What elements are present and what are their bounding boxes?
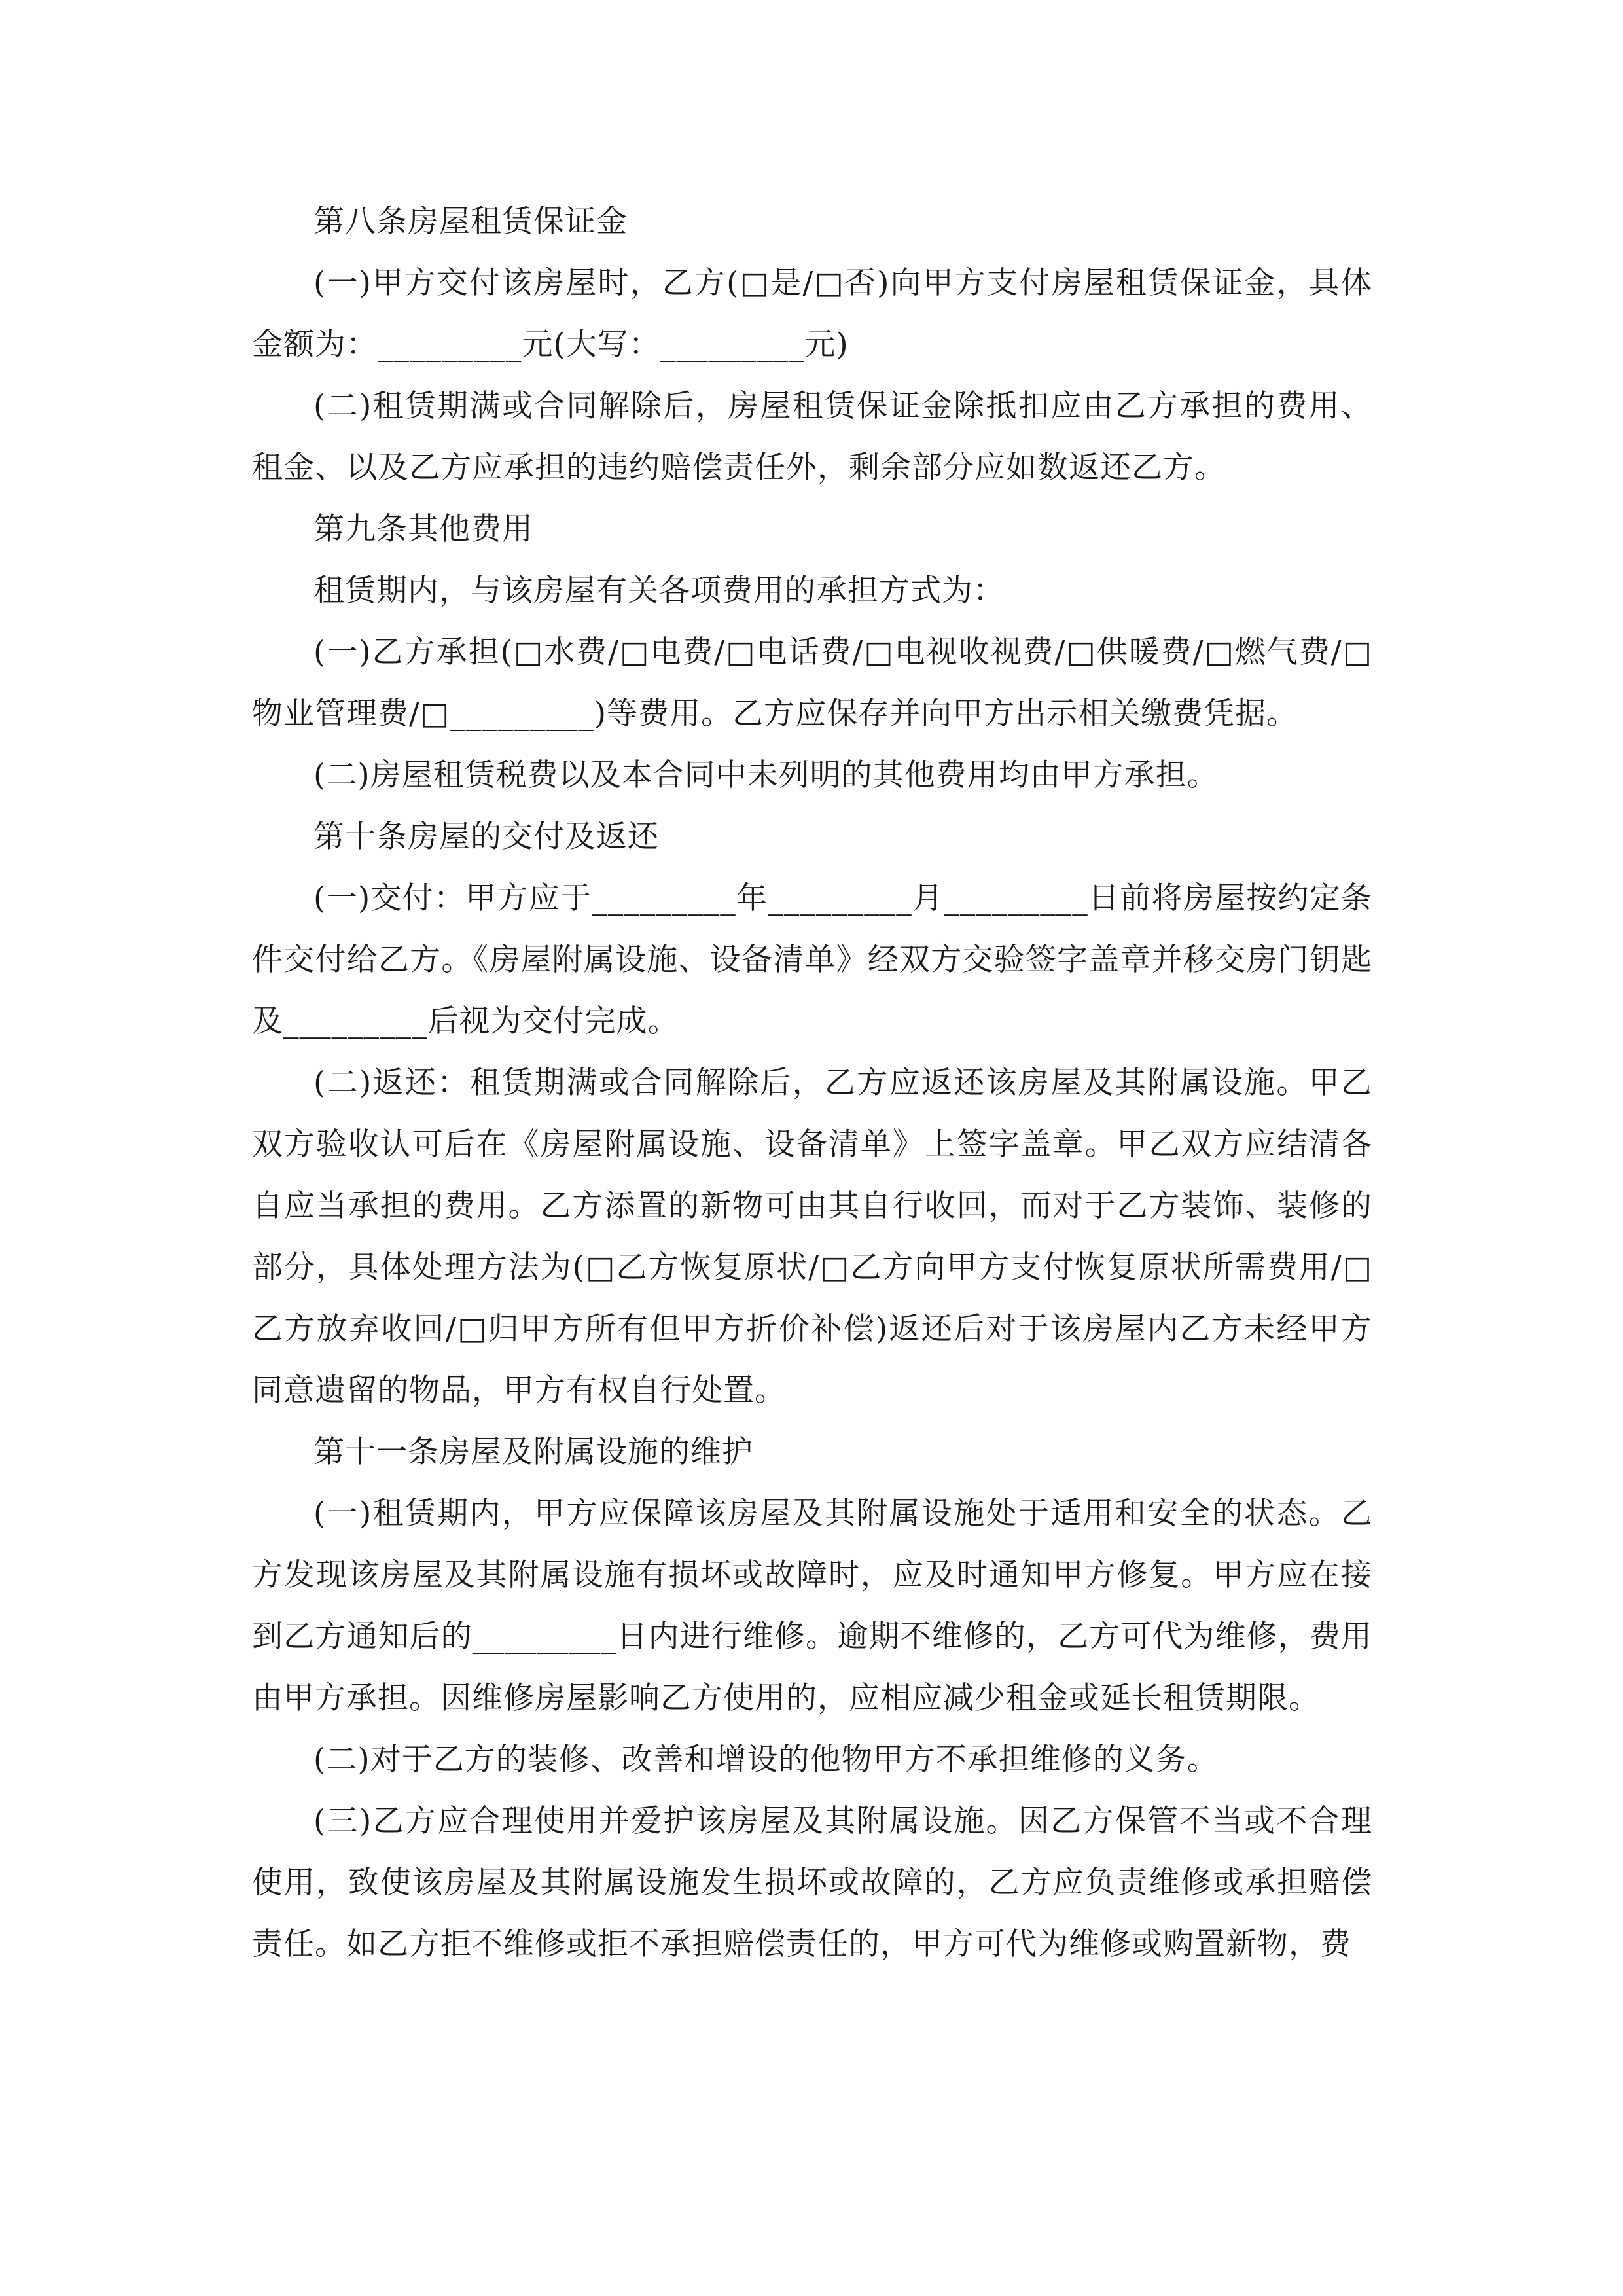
article-11-clause-1: (一)租赁期内，甲方应保障该房屋及其附属设施处于适用和安全的状态。乙方发现该房屋及其附属设施有损坏或故障时，应及时通知甲方修复。甲方应在接到乙方通知后的_________日内进行维修。逾期不维修的，乙方可代为维修，费用由甲方承担。因维修房屋影响乙方使用的，应相应减少租金或延长租赁期限。: [252, 1496, 1372, 1716]
article-10-clause-1: (一)交付：甲方应于_________年_________月_________日前将房屋按约定条件交付给乙方。《房屋附属设施、设备清单》经双方交验签字盖章并移交房门钥匙及_________后视为交付完成。: [252, 880, 1372, 1039]
article-9-clause-2: (二)房屋租赁税费以及本合同中未列明的其他费用均由甲方承担。: [313, 757, 1219, 793]
document-body: [252, 191, 1372, 1975]
article-8-heading: 第八条房屋租赁保证金: [313, 204, 628, 240]
article-10-clause-2: (二)返还：租赁期满或合同解除后，乙方应返还该房屋及其附属设施。甲乙双方验收认可后在《房屋附属设施、设备清单》上签字盖章。甲乙双方应结清各自应当承担的费用。乙方添置的新物可由其自行收回，而对于乙方装饰、装修的部分，具体处理方法为(□乙方恢复原状/□乙方向甲方支付恢复原状所需费用/□乙方放弃收回/□归甲方所有但甲方折价补偿)返还后对于该房屋内乙方未经甲方同意遗留的物品，甲方有权自行处置。: [252, 1065, 1372, 1408]
article-9-clause-1: (一)乙方承担(□水费/□电费/□电话费/□电视收视费/□供暖费/□燃气费/□物业管理费/□_________)等费用。乙方应保存并向甲方出示相关缴费凭据。: [252, 634, 1372, 732]
article-8-clause-1: (一)甲方交付该房屋时，乙方(□是/□否)向甲方支付房屋租赁保证金，具体金额为：_________元(大写：_________元): [252, 265, 1372, 363]
article-9-heading: 第九条其他费用: [313, 511, 533, 547]
article-9-intro: 租赁期内，与该房屋有关各项费用的承担方式为：: [313, 573, 1005, 609]
article-11-heading: 第十一条房屋及附属设施的维护: [313, 1434, 753, 1470]
article-11-clause-2: (二)对于乙方的装修、改善和增设的他物甲方不承担维修的义务。: [313, 1742, 1219, 1778]
article-8-clause-2: (二)租赁期满或合同解除后，房屋租赁保证金除抵扣应由乙方承担的费用、租金、以及乙方应承担的违约赔偿责任外，剩余部分应如数返还乙方。: [252, 388, 1372, 486]
article-10-heading: 第十条房屋的交付及返还: [313, 819, 659, 855]
article-11-clause-3: (三)乙方应合理使用并爱护该房屋及其附属设施。因乙方保管不当或不合理使用，致使该房屋及其附属设施发生损坏或故障的，乙方应负责维修或承担赔偿责任。如乙方拒不维修或拒不承担赔偿责任的，甲方可代为维修或购置新物，费: [252, 1803, 1372, 1962]
